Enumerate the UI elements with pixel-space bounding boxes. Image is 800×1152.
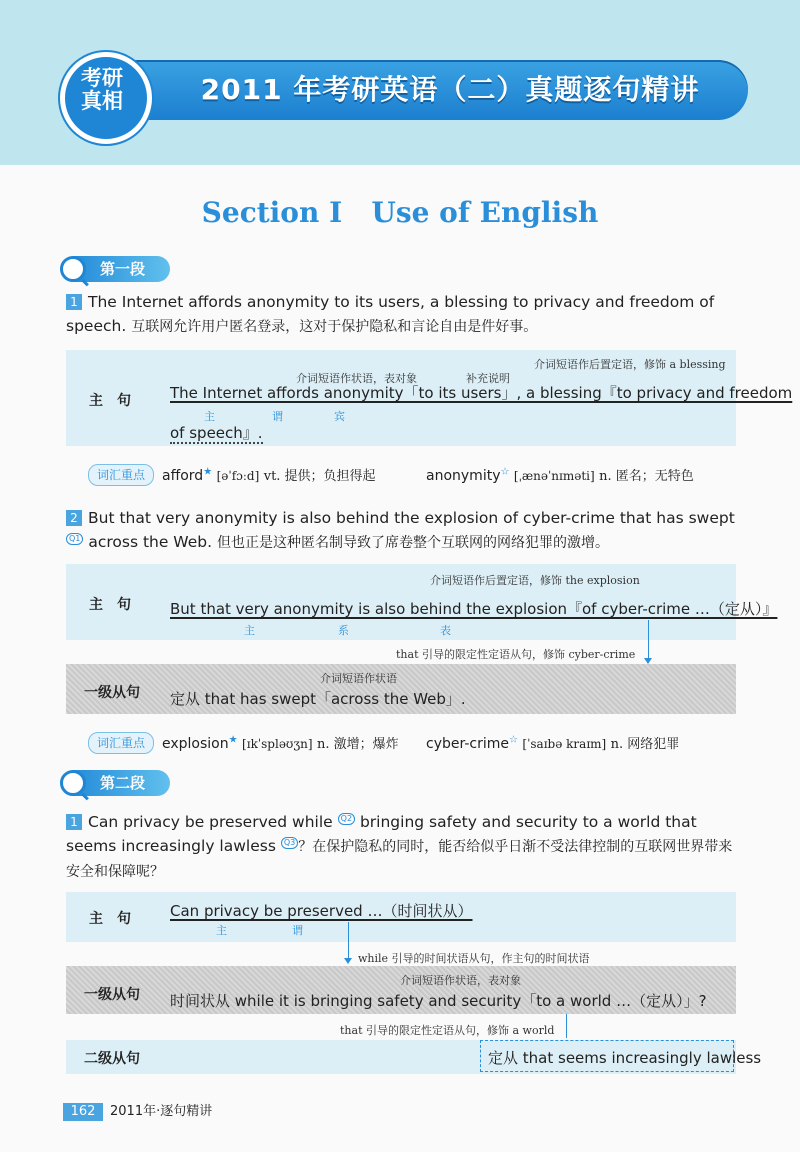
role-label: 表 xyxy=(440,624,451,637)
vocab-item: explosion★ [ɪkˈspləʊʒn] n. 激增；爆炸 xyxy=(162,734,399,752)
role-label: 主 xyxy=(204,410,215,423)
paragraph-tag-label: 第一段 xyxy=(100,260,146,278)
section-title: Section Ⅰ Use of English xyxy=(201,196,599,229)
footer-label: 2011年·逐句精讲 xyxy=(110,1104,213,1119)
role-label: 系 xyxy=(338,624,349,637)
annotation: that 引导的限定性定语从句，修饰 cyber-crime xyxy=(396,648,636,661)
vocab-tag: 词汇重点 xyxy=(88,732,154,754)
role-label: 主 xyxy=(216,924,227,937)
sentence-en: Can privacy be preserved while xyxy=(88,813,333,831)
vocab-definition: n. 网络犯罪 xyxy=(610,737,680,752)
row-label-main: 主 句 xyxy=(89,911,131,927)
line-content: The Internet affords anonymity「to its users」, a blessing『to privacy and freedom xyxy=(170,384,793,402)
paragraph-tag-label: 第二段 xyxy=(100,774,146,792)
annotation: 补充说明 xyxy=(466,372,510,385)
question-marker[interactable]: Q2 xyxy=(338,813,355,825)
vocab-item: cyber-crime☆ [ˈsaɪbə kraɪm] n. 网络犯罪 xyxy=(426,734,680,752)
sentence-number: 2 xyxy=(66,510,82,526)
sentence-cn: 但也正是这种匿名制导致了席卷整个互联网的网络犯罪的激增。 xyxy=(216,535,609,551)
row-label-main: 主 句 xyxy=(89,597,131,613)
analysis-line xyxy=(488,1047,761,1068)
vocab-word: anonymity xyxy=(426,468,501,484)
logo-badge-text: 考研真相 xyxy=(81,66,123,113)
annotation: 介词短语作状语 xyxy=(320,672,397,685)
role-label: 宾 xyxy=(334,410,345,423)
role-label: 主 xyxy=(244,624,255,637)
page-number: 162 xyxy=(63,1103,103,1121)
vocab-phonetic: [əˈfɔːd] xyxy=(216,469,260,483)
vocab-phonetic: [ˌænəˈnɪməti] xyxy=(513,469,595,483)
analysis-line xyxy=(170,900,472,921)
analysis-line xyxy=(170,688,466,709)
analysis-line xyxy=(170,990,707,1011)
question-marker[interactable]: Q1 xyxy=(66,533,83,545)
line-content: of speech』. xyxy=(170,424,263,442)
annotation: that 引导的限定性定语从句，修饰 a world xyxy=(340,1024,555,1037)
row-label-sub: 一级从句 xyxy=(84,685,140,701)
annotation: while 引导的时间状语从句，作主句的时间状语 xyxy=(358,952,590,965)
sentence-en: bringing safety and security to a world that seems increasingly lawless xyxy=(66,813,697,855)
sentence-1-2 xyxy=(66,506,756,555)
analysis-line xyxy=(170,382,792,403)
role-label: 谓 xyxy=(292,924,303,937)
vocab-word: explosion xyxy=(162,736,229,752)
annotation: 介词短语作后置定语，修饰 a blessing xyxy=(534,358,726,371)
arrow-line xyxy=(348,922,349,960)
analysis-line xyxy=(170,422,263,443)
vocab-definition: n. 匿名；无特色 xyxy=(599,469,694,484)
annotation: 介词短语作状语，表对象 xyxy=(400,974,521,987)
sentence-en: across the Web. xyxy=(88,533,213,551)
question-marker[interactable]: Q3 xyxy=(281,837,298,849)
sentence-en: But that very anonymity is also behind the explosion of cyber-crime that has swept xyxy=(88,509,735,527)
arrow-head xyxy=(344,958,352,964)
vocab-tag: 词汇重点 xyxy=(88,464,154,486)
line-content: 时间状从 while it is bringing safety and security「to a world …（定从）」? xyxy=(170,992,707,1010)
sentence-number: 1 xyxy=(66,294,82,310)
line-content: Can privacy be preserved …（时间状从） xyxy=(170,902,473,920)
annotation: 介词短语作状语，表对象 xyxy=(296,372,417,385)
arrow-line xyxy=(566,1014,567,1038)
search-icon xyxy=(60,770,86,796)
search-icon xyxy=(60,256,86,282)
line-content: But that very anonymity is also behind the explosion『of cyber-crime …（定从）』 xyxy=(170,600,778,618)
vocab-word: cyber-crime xyxy=(426,736,509,752)
sentence-en: The Internet affords anonymity to its users, a blessing to privacy and freedom of speech. xyxy=(66,293,715,335)
analysis-line xyxy=(170,598,777,619)
annotation: 介词短语作后置定语，修饰 the explosion xyxy=(430,574,640,587)
row-label-sub1: 一级从句 xyxy=(84,987,140,1003)
row-label-sub2: 二级从句 xyxy=(84,1051,140,1067)
sentence-cn: 互联网允许用户匿名登录，这对于保护隐私和言论自由是件好事。 xyxy=(131,319,538,335)
vocab-item: anonymity☆ [ˌænəˈnɪməti] n. 匿名；无特色 xyxy=(426,466,694,484)
sentence-cn: ？在保护隐私的同时，能否给似乎日渐不受法律控制的互联网世界带来安全和保障呢？ xyxy=(66,839,733,880)
vocab-item: afford★ [əˈfɔːd] vt. 提供；负担得起 xyxy=(162,466,376,484)
vocab-definition: n. 激增；爆炸 xyxy=(317,737,399,752)
vocab-phonetic: [ˈsaɪbə kraɪm] xyxy=(522,737,607,751)
role-label: 谓 xyxy=(272,410,283,423)
vocab-phonetic: [ɪkˈspləʊʒn] xyxy=(242,737,313,751)
vocab-word: afford xyxy=(162,468,204,484)
sentence-2-1 xyxy=(66,810,746,884)
vocab-definition: vt. 提供；负担得起 xyxy=(263,469,376,484)
row-label-main: 主 句 xyxy=(89,393,131,409)
page-title: 2011 年考研英语（二）真题逐句精讲 xyxy=(200,73,700,106)
arrow-line xyxy=(648,620,649,660)
sentence-number: 1 xyxy=(66,814,82,830)
line-content: 定从 that seems increasingly lawless xyxy=(488,1049,762,1067)
line-content: 定从 that has swept「across the Web」. xyxy=(170,690,466,708)
sentence-1-1 xyxy=(66,290,746,339)
